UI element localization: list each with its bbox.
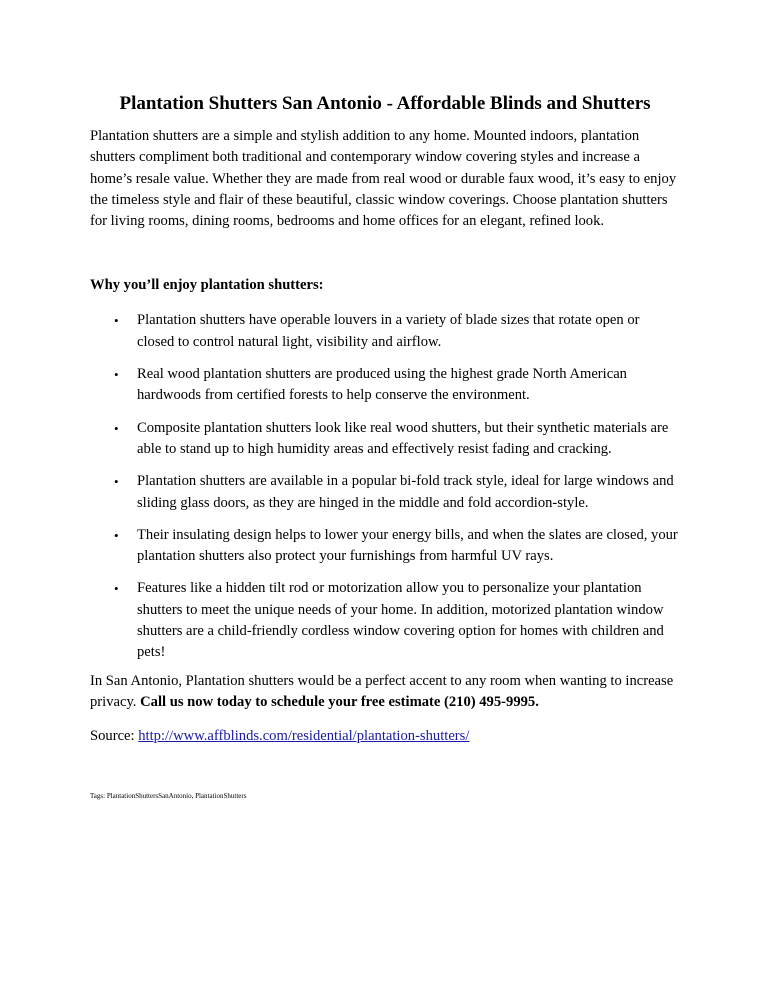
list-item (90, 418, 680, 461)
list-item (90, 525, 680, 568)
document-title: Plantation Shutters San Antonio - Affordable Blinds and Shutters (119, 93, 651, 114)
list-item-text: Features like a hidden tilt rod or motorization allow you to personalize your plantation shutters to meet the unique needs of your home. In addition, motorized plantation window shutters are a child-friendly cordless window covering option for homes with children and pets! (137, 580, 664, 661)
list-item-text: Real wood plantation shutters are produced using the highest grade North American hardwoods from certified forests to help conserve the environment. (137, 366, 627, 404)
list-item (90, 364, 680, 407)
list-item-text: Composite plantation shutters look like real wood shutters, but their synthetic materials are able to stand up to high humidity areas and effectively resist fading and cracking. (137, 419, 669, 457)
bullet-icon: • (114, 581, 119, 597)
closing-text: In San Antonio, Plantation shutters would be a perfect accent to any room when wanting to increase privacy. (90, 672, 674, 710)
bullet-icon: • (114, 420, 119, 436)
intro-paragraph: Plantation shutters are a simple and stylish addition to any home. Mounted indoors, plantation shutters compliment both traditional and contemporary window covering styles and increase a home’s resale value. Whether they are made from real wood or durable faux wood, it’s easy to enjoy the timeless style and flair of these beautiful, classic window coverings. Choose plantation shutters for living rooms, dining rooms, bedrooms and home offices for an elegant, refined look. (90, 128, 677, 230)
tags-line: Tags: PlantationShuttersSanAntonio, PlantationShutters (90, 792, 247, 801)
list-item-text: Plantation shutters have operable louvers in a variety of blade sizes that rotate open or closed to control natural light, visibility and airflow. (137, 312, 640, 350)
source-label: Source: (90, 728, 135, 745)
bullet-icon: • (114, 367, 119, 383)
list-item-text: Plantation shutters are available in a popular bi-fold track style, ideal for large windows and sliding glass doors, as they are hinged in the middle and fold accordion-style. (137, 473, 674, 511)
bullet-icon: • (114, 313, 119, 329)
benefits-heading: Why you’ll enjoy plantation shutters: (90, 277, 324, 294)
list-item (90, 471, 680, 514)
source-link[interactable]: http://www.affblinds.com/residential/plantation-shutters/ (138, 728, 470, 745)
list-item (90, 578, 680, 663)
bullet-icon: • (114, 474, 119, 490)
benefits-list (90, 310, 680, 663)
list-item-text: Their insulating design helps to lower your energy bills, and when the slates are closed, your plantation shutters also protect your furnishings from harmful UV rays. (137, 526, 678, 565)
closing-paragraph (90, 671, 680, 714)
document-page (90, 92, 680, 800)
call-to-action: Call us now today to schedule your free estimate (210) 495-9995. (140, 693, 539, 710)
source-line (90, 726, 680, 747)
bullet-icon: • (114, 527, 119, 543)
list-item (90, 310, 680, 353)
